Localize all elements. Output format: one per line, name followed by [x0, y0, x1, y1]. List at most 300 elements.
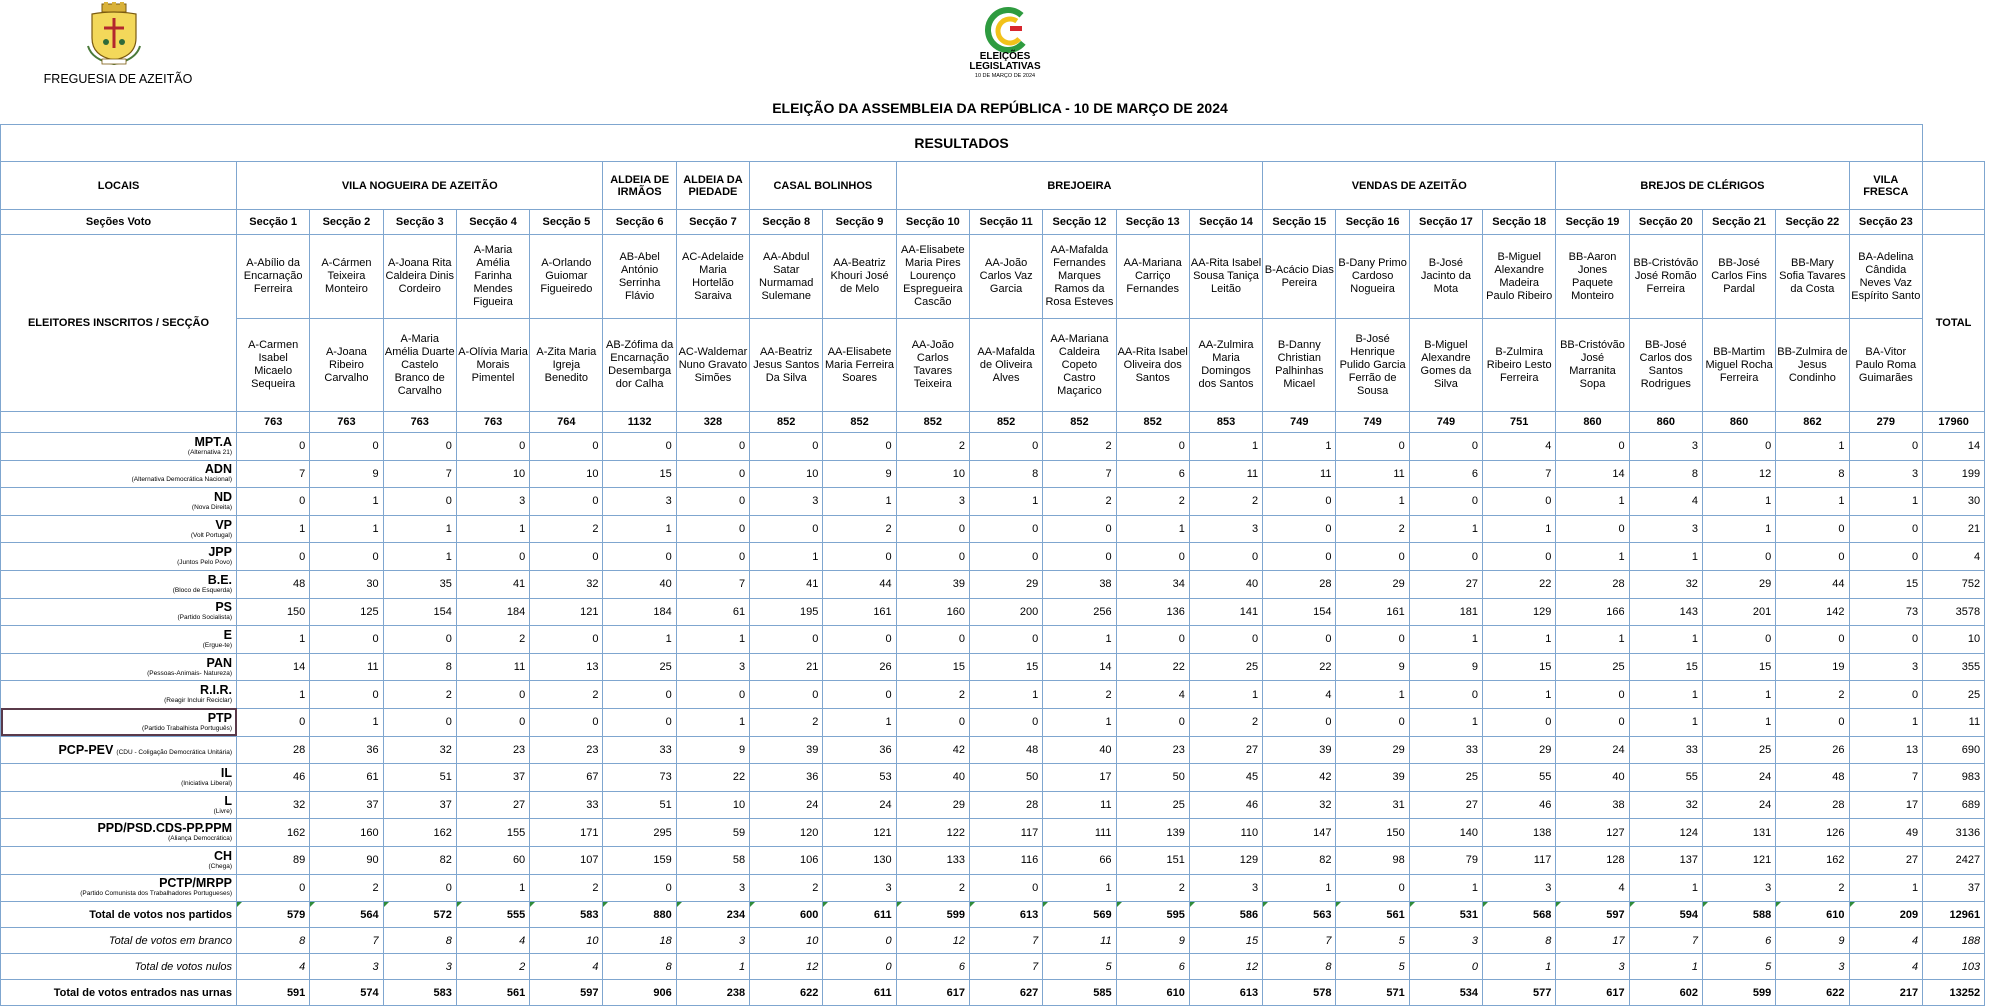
party-vote-count: 0 [530, 626, 603, 654]
party-vote-count: 2 [530, 874, 603, 902]
party-vote-count: 29 [1483, 736, 1556, 764]
name-end: BB-José Carlos dos Santos Rodrigues [1629, 319, 1702, 412]
party-vote-count: 28 [1776, 791, 1849, 819]
party-vote-count: 61 [676, 598, 749, 626]
party-vote-count: 37 [456, 764, 529, 792]
party-vote-count: 121 [823, 819, 896, 847]
party-vote-count: 2 [1776, 874, 1849, 902]
party-full-name: (CDU - Coligação Democrática Unitária) [116, 748, 232, 756]
party-vote-count: 110 [1189, 819, 1262, 847]
party-label [1, 708, 237, 736]
party-vote-count: 1 [310, 488, 383, 516]
party-vote-count: 1 [1483, 515, 1556, 543]
party-vote-count: 2 [750, 874, 823, 902]
totals-value: 594 [1629, 902, 1702, 928]
party-vote-count: 25 [1116, 791, 1189, 819]
name-start: A-Joana Rita Caldeira Dinis Cordeiro [383, 235, 456, 319]
party-row [1, 598, 1985, 626]
totals-value: 209 [1849, 902, 1923, 928]
party-full-name: (Livre) [213, 807, 232, 815]
inscritos-count: 1132 [603, 412, 676, 433]
name-end: B-José Henrique Pulido Garcia Ferrão de Sousa [1336, 319, 1409, 412]
party-vote-count: 161 [823, 598, 896, 626]
party-vote-count: 40 [603, 570, 676, 598]
party-vote-count: 3 [896, 488, 969, 516]
name-end: B-Danny Christian Palhinhas Micael [1263, 319, 1336, 412]
totals-value: 6 [1702, 928, 1775, 954]
party-vote-count: 2 [1116, 488, 1189, 516]
party-vote-count: 0 [237, 433, 310, 461]
party-vote-count: 1 [969, 488, 1042, 516]
totals-value: 8 [237, 928, 310, 954]
location-header: ALDEIA DE IRMÃOS [603, 162, 676, 210]
name-start: A-Cármen Teixeira Monteiro [310, 235, 383, 319]
party-vote-count: 1 [383, 515, 456, 543]
party-vote-count: 0 [1849, 626, 1923, 654]
party-vote-count: 0 [603, 433, 676, 461]
total-label: TOTAL [1923, 235, 1985, 412]
party-vote-count: 0 [823, 681, 896, 709]
party-full-name: (Volt Portugal) [190, 531, 232, 539]
party-vote-count: 127 [1556, 819, 1629, 847]
party-vote-count: 2 [1116, 874, 1189, 902]
party-vote-count: 0 [1336, 626, 1409, 654]
party-vote-count: 0 [1116, 433, 1189, 461]
totals-value: 12 [1189, 954, 1262, 980]
party-full-name: (Partido Trabalhista Português) [142, 724, 232, 732]
party-vote-count: 24 [1556, 736, 1629, 764]
party-vote-count: 8 [1776, 460, 1849, 488]
party-vote-count: 162 [1776, 846, 1849, 874]
page-header [0, 0, 2000, 90]
inscritos-count: 852 [1116, 412, 1189, 433]
party-vote-count: 1 [456, 874, 529, 902]
party-label [1, 543, 237, 571]
party-vote-count: 48 [1776, 764, 1849, 792]
party-vote-count: 1 [1702, 488, 1775, 516]
party-vote-count: 150 [237, 598, 310, 626]
party-vote-count: 27 [1409, 570, 1482, 598]
totals-value: 10 [530, 928, 603, 954]
party-vote-count: 0 [530, 708, 603, 736]
party-abbr: PPD/PSD.CDS-PP.PPM [97, 821, 232, 836]
inscritos-count: 749 [1336, 412, 1409, 433]
name-end: AA-Rita Isabel Oliveira dos Santos [1116, 319, 1189, 412]
totals-value: 12 [896, 928, 969, 954]
party-vote-count: 0 [1043, 515, 1116, 543]
party-vote-count: 0 [750, 433, 823, 461]
party-abbr: L [224, 793, 232, 808]
inscritos-row [1, 412, 1985, 433]
name-end: A-Zita Maria Igreja Benedito [530, 319, 603, 412]
party-label [1, 874, 237, 902]
party-vote-count: 0 [383, 708, 456, 736]
party-vote-count: 0 [456, 681, 529, 709]
party-vote-count: 0 [1483, 708, 1556, 736]
party-vote-count: 9 [310, 460, 383, 488]
party-vote-count: 36 [310, 736, 383, 764]
party-vote-count: 2 [310, 874, 383, 902]
totals-value: 597 [530, 980, 603, 1006]
logo-date: 10 DE MARÇO DE 2024 [974, 73, 1036, 79]
totals-value: 5 [1336, 928, 1409, 954]
section-header: Secção 21 [1702, 210, 1775, 235]
party-vote-count: 151 [1116, 846, 1189, 874]
inscritos-count: 852 [896, 412, 969, 433]
party-vote-count: 0 [1116, 543, 1189, 571]
party-vote-count: 0 [1116, 708, 1189, 736]
party-vote-count: 44 [1776, 570, 1849, 598]
party-vote-count: 29 [1702, 570, 1775, 598]
section-header: Secção 16 [1336, 210, 1409, 235]
name-end: BB-Zulmira de Jesus Condinho [1776, 319, 1849, 412]
party-vote-count: 166 [1556, 598, 1629, 626]
party-vote-count: 23 [1116, 736, 1189, 764]
party-vote-count: 1 [823, 708, 896, 736]
party-label [1, 791, 237, 819]
totals-value: 595 [1116, 902, 1189, 928]
party-row [1, 570, 1985, 598]
party-vote-count: 1 [1849, 874, 1923, 902]
location-header: VENDAS DE AZEITÃO [1263, 162, 1556, 210]
party-vote-count: 40 [1556, 764, 1629, 792]
party-vote-count: 131 [1702, 819, 1775, 847]
totals-value: 571 [1336, 980, 1409, 1006]
section-header: Secção 12 [1043, 210, 1116, 235]
party-full-name: (Alternativa Democrática Nacional) [131, 476, 232, 484]
party-vote-count: 133 [896, 846, 969, 874]
party-vote-count: 2 [896, 433, 969, 461]
section-header: Secção 7 [676, 210, 749, 235]
name-start: BB-Cristóvão José Romão Ferreira [1629, 235, 1702, 319]
party-vote-count: 7 [1483, 460, 1556, 488]
party-vote-count: 42 [1263, 764, 1336, 792]
party-vote-count: 1 [1702, 681, 1775, 709]
party-total: 689 [1923, 791, 1985, 819]
party-label [1, 653, 237, 681]
totals-row [1, 902, 1985, 928]
location-header: BREJOS DE CLÉRIGOS [1556, 162, 1849, 210]
totals-value: 5 [1043, 954, 1116, 980]
inscritos-count: 328 [676, 412, 749, 433]
party-vote-count: 0 [1336, 874, 1409, 902]
results-heading: RESULTADOS [1, 125, 1923, 162]
name-end: AA-Mafalda de Oliveira Alves [969, 319, 1042, 412]
party-vote-count: 2 [1336, 515, 1409, 543]
party-vote-count: 24 [823, 791, 896, 819]
party-vote-count: 0 [969, 433, 1042, 461]
totals-value: 0 [823, 928, 896, 954]
party-vote-count: 0 [1849, 433, 1923, 461]
party-vote-count: 90 [310, 846, 383, 874]
inscritos-count: 862 [1776, 412, 1849, 433]
party-vote-count: 39 [896, 570, 969, 598]
party-vote-count: 1 [456, 515, 529, 543]
party-vote-count: 162 [237, 819, 310, 847]
party-vote-count: 0 [603, 708, 676, 736]
location-header: VILA FRESCA [1849, 162, 1923, 210]
results-header-row [1, 125, 1985, 162]
party-vote-count: 36 [750, 764, 823, 792]
party-vote-count: 14 [1043, 653, 1116, 681]
party-vote-count: 46 [1189, 791, 1262, 819]
party-vote-count: 11 [1263, 460, 1336, 488]
party-vote-count: 0 [823, 543, 896, 571]
party-row [1, 626, 1985, 654]
party-vote-count: 40 [1043, 736, 1116, 764]
totals-value: 7 [969, 954, 1042, 980]
party-vote-count: 0 [1189, 543, 1262, 571]
party-vote-count: 60 [456, 846, 529, 874]
party-vote-count: 0 [1336, 433, 1409, 461]
party-vote-count: 6 [1116, 460, 1189, 488]
party-vote-count: 159 [603, 846, 676, 874]
party-vote-count: 0 [750, 626, 823, 654]
party-vote-count: 27 [1409, 791, 1482, 819]
party-vote-count: 1 [1849, 488, 1923, 516]
party-vote-count: 79 [1409, 846, 1482, 874]
party-vote-count: 0 [676, 433, 749, 461]
party-full-name: (Iniciativa Liberal) [181, 779, 232, 787]
locais-label: LOCAIS [1, 162, 237, 210]
party-vote-count: 256 [1043, 598, 1116, 626]
party-total: 3578 [1923, 598, 1985, 626]
name-end: BB-Cristóvão José Marranita Sopa [1556, 319, 1629, 412]
party-vote-count: 32 [237, 791, 310, 819]
inscritos-count: 763 [237, 412, 310, 433]
party-full-name: (Aliança Democrática) [168, 835, 232, 843]
inscritos-count: 17960 [1923, 412, 1985, 433]
grand-total: 12961 [1923, 902, 1985, 928]
secoes-label: Seções Voto [1, 210, 237, 235]
party-vote-count: 40 [896, 764, 969, 792]
party-vote-count: 0 [1556, 708, 1629, 736]
party-row [1, 433, 1985, 461]
party-vote-count: 73 [603, 764, 676, 792]
name-start: AC-Adelaide Maria Hortelão Saraiva [676, 235, 749, 319]
party-vote-count: 31 [1336, 791, 1409, 819]
name-end: B-Zulmira Ribeiro Lesto Ferreira [1483, 319, 1556, 412]
totals-value: 4 [530, 954, 603, 980]
party-vote-count: 40 [1189, 570, 1262, 598]
party-vote-count: 3 [1849, 460, 1923, 488]
party-row [1, 819, 1985, 847]
party-vote-count: 0 [1409, 543, 1482, 571]
party-vote-count: 1 [1629, 626, 1702, 654]
party-vote-count: 89 [237, 846, 310, 874]
party-vote-count: 0 [456, 433, 529, 461]
totals-value: 1 [676, 954, 749, 980]
party-vote-count: 2 [896, 874, 969, 902]
party-vote-count: 121 [1702, 846, 1775, 874]
party-vote-count: 0 [310, 626, 383, 654]
party-vote-count: 1 [676, 626, 749, 654]
party-full-name: (Ergue-te) [202, 641, 232, 649]
party-label [1, 846, 237, 874]
party-vote-count: 1 [310, 708, 383, 736]
party-vote-count: 10 [750, 460, 823, 488]
party-vote-count: 0 [237, 488, 310, 516]
party-vote-count: 2 [896, 681, 969, 709]
party-vote-count: 0 [383, 626, 456, 654]
totals-value: 586 [1189, 902, 1262, 928]
totals-value: 1 [1629, 954, 1702, 980]
party-vote-count: 130 [823, 846, 896, 874]
inscritos-count: 860 [1702, 412, 1775, 433]
party-vote-count: 41 [456, 570, 529, 598]
party-vote-count: 125 [310, 598, 383, 626]
location-header: VILA NOGUEIRA DE AZEITÃO [237, 162, 603, 210]
locations-row [1, 162, 1985, 210]
totals-value: 7 [310, 928, 383, 954]
party-vote-count: 161 [1336, 598, 1409, 626]
party-total: 355 [1923, 653, 1985, 681]
totals-value: 599 [1702, 980, 1775, 1006]
section-total-blank [1923, 210, 1985, 235]
totals-value: 7 [1263, 928, 1336, 954]
name-end: AA-Mariana Caldeira Copeto Castro Maçarico [1043, 319, 1116, 412]
totals-value: 7 [1629, 928, 1702, 954]
party-vote-count: 0 [1409, 433, 1482, 461]
party-vote-count: 7 [1043, 460, 1116, 488]
party-label [1, 819, 237, 847]
party-vote-count: 46 [1483, 791, 1556, 819]
totals-value: 9 [1776, 928, 1849, 954]
party-vote-count: 0 [1189, 626, 1262, 654]
party-row [1, 543, 1985, 571]
party-vote-count: 0 [1776, 708, 1849, 736]
party-vote-count: 1 [237, 681, 310, 709]
party-vote-count: 36 [823, 736, 896, 764]
totals-value: 3 [1776, 954, 1849, 980]
party-vote-count: 21 [750, 653, 823, 681]
party-vote-count: 139 [1116, 819, 1189, 847]
totals-value: 5 [1702, 954, 1775, 980]
inscritos-label: ELEITORES INSCRITOS / SECÇÃO [1, 235, 237, 412]
party-vote-count: 160 [896, 598, 969, 626]
party-abbr: JPP [208, 545, 232, 560]
party-vote-count: 0 [310, 681, 383, 709]
totals-value: 3 [676, 928, 749, 954]
party-vote-count: 14 [237, 653, 310, 681]
party-total: 37 [1923, 874, 1985, 902]
totals-value: 617 [1556, 980, 1629, 1006]
totals-value: 238 [676, 980, 749, 1006]
totals-value: 0 [823, 954, 896, 980]
party-vote-count: 124 [1629, 819, 1702, 847]
totals-value: 531 [1409, 902, 1482, 928]
name-start: BB-José Carlos Fins Pardal [1702, 235, 1775, 319]
party-vote-count: 3 [676, 653, 749, 681]
name-end: A-Olívia Maria Morais Pimentel [456, 319, 529, 412]
inscritos-count: 860 [1556, 412, 1629, 433]
party-total: 25 [1923, 681, 1985, 709]
party-row [1, 764, 1985, 792]
party-vote-count: 8 [383, 653, 456, 681]
party-vote-count: 23 [456, 736, 529, 764]
party-vote-count: 295 [603, 819, 676, 847]
page-title: ELEIÇÃO DA ASSEMBLEIA DA REPÚBLICA - 10 DE MARÇO DE 2024 [772, 100, 1228, 116]
totals-value: 6 [896, 954, 969, 980]
section-header: Secção 9 [823, 210, 896, 235]
party-full-name: (Juntos Pelo Povo) [177, 559, 232, 567]
party-vote-count: 0 [1263, 515, 1336, 543]
party-vote-count: 0 [1556, 681, 1629, 709]
parish-crest-icon [78, 2, 150, 66]
party-row [1, 488, 1985, 516]
totals-value: 610 [1776, 902, 1849, 928]
party-vote-count: 38 [1556, 791, 1629, 819]
party-vote-count: 0 [823, 626, 896, 654]
party-vote-count: 4 [1629, 488, 1702, 516]
section-header: Secção 20 [1629, 210, 1702, 235]
party-vote-count: 15 [1849, 570, 1923, 598]
totals-value: 234 [676, 902, 749, 928]
totals-value: 18 [603, 928, 676, 954]
party-vote-count: 162 [383, 819, 456, 847]
party-vote-count: 15 [896, 653, 969, 681]
party-vote-count: 0 [310, 543, 383, 571]
party-vote-count: 15 [603, 460, 676, 488]
party-vote-count: 129 [1483, 598, 1556, 626]
party-vote-count: 3 [676, 874, 749, 902]
party-vote-count: 0 [1702, 626, 1775, 654]
inscritos-count: 852 [823, 412, 896, 433]
section-header: Secção 6 [603, 210, 676, 235]
party-total: 2427 [1923, 846, 1985, 874]
party-vote-count: 51 [383, 764, 456, 792]
party-vote-count: 181 [1409, 598, 1482, 626]
party-vote-count: 1 [237, 515, 310, 543]
party-vote-count: 11 [310, 653, 383, 681]
party-label [1, 626, 237, 654]
party-vote-count: 1 [1189, 433, 1262, 461]
party-abbr: MPT.A [194, 434, 232, 449]
party-abbr: CH [213, 848, 232, 863]
party-vote-count: 98 [1336, 846, 1409, 874]
party-abbr: B.E. [207, 572, 232, 587]
party-vote-count: 117 [1483, 846, 1556, 874]
party-vote-count: 1 [1409, 515, 1482, 543]
party-vote-count: 0 [1556, 433, 1629, 461]
totals-value: 8 [603, 954, 676, 980]
name-end: A-Carmen Isabel Micaelo Sequeira [237, 319, 310, 412]
party-vote-count: 1 [1263, 433, 1336, 461]
party-abbr: ND [213, 489, 232, 504]
party-label [1, 488, 237, 516]
party-label [1, 681, 237, 709]
section-header: Secção 10 [896, 210, 969, 235]
party-vote-count: 0 [603, 543, 676, 571]
party-vote-count: 42 [896, 736, 969, 764]
totals-value: 534 [1409, 980, 1482, 1006]
name-start: BB-Mary Sofia Tavares da Costa [1776, 235, 1849, 319]
party-vote-count: 32 [530, 570, 603, 598]
party-vote-count: 3 [1849, 653, 1923, 681]
party-vote-count: 22 [1116, 653, 1189, 681]
totals-value: 561 [1336, 902, 1409, 928]
name-end: BA-Vitor Paulo Roma Guimarães [1849, 319, 1923, 412]
names-start-row [1, 235, 1985, 319]
party-vote-count: 142 [1776, 598, 1849, 626]
party-vote-count: 29 [1336, 736, 1409, 764]
party-vote-count: 23 [530, 736, 603, 764]
party-label [1, 736, 237, 764]
totals-value: 602 [1629, 980, 1702, 1006]
party-vote-count: 0 [530, 543, 603, 571]
totals-value: 1 [1483, 954, 1556, 980]
section-header: Secção 13 [1116, 210, 1189, 235]
